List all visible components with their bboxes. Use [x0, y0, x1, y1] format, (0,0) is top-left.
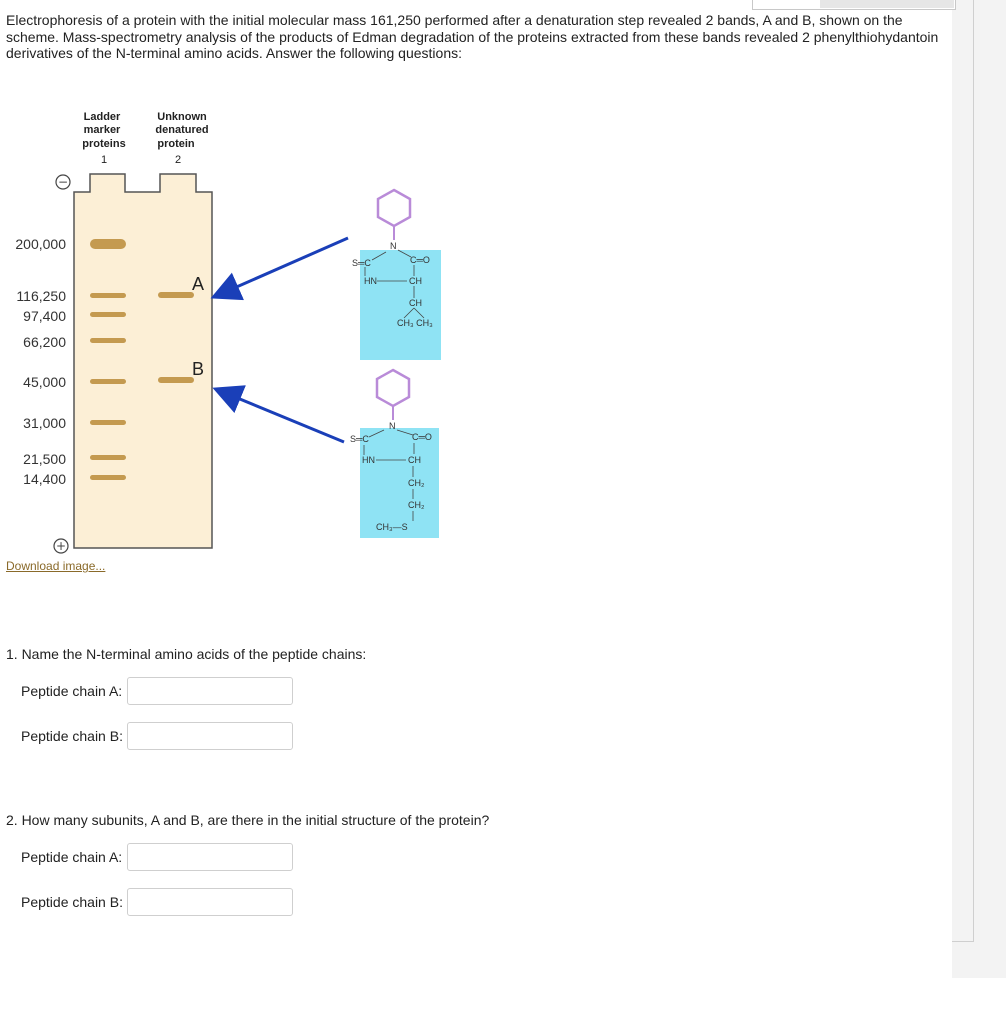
svg-text:−: − [57, 175, 69, 189]
right-divider [973, 0, 974, 942]
electrophoresis-figure [0, 100, 460, 560]
svg-text:CH: CH [408, 455, 421, 465]
svg-text:HN: HN [362, 455, 375, 465]
lane1-header-line1: Ladder [83, 111, 121, 123]
structure-a-benzene-ring [378, 190, 410, 226]
question-2-text: 2. How many subunits, A and B, are there in the initial structure of the protein? [6, 812, 490, 828]
lane1-number: 1 [100, 154, 108, 166]
q1-chain-b-input[interactable] [127, 722, 293, 750]
ladder-band-45000 [90, 379, 126, 384]
svg-text:CH₃ CH₃: CH₃ CH₃ [397, 318, 433, 328]
svg-text:S═C: S═C [350, 434, 369, 444]
q2-chain-a-label: Peptide chain A: [21, 849, 123, 865]
band-a-label: A [191, 274, 205, 294]
ladder-band-66200 [90, 338, 126, 343]
band-a [158, 292, 194, 298]
svg-text:HN: HN [364, 276, 377, 286]
lane2-number: 2 [174, 154, 182, 166]
svg-text:N: N [390, 241, 397, 251]
band-b-label: B [191, 359, 205, 379]
right-divider-foot [952, 941, 974, 942]
ladder-band-21500 [90, 455, 126, 460]
svg-text:CH₂: CH₂ [408, 478, 425, 488]
ladder-band-31000 [90, 420, 126, 425]
marker-label-200000: 200,000 [15, 236, 66, 252]
q2-chain-b-input[interactable] [127, 888, 293, 916]
marker-label-45000: 45,000 [23, 374, 66, 390]
structure-b-benzene-ring [377, 370, 409, 406]
ladder-band-14400 [90, 475, 126, 480]
download-image-link[interactable]: Download image... [6, 559, 106, 573]
svg-text:C═O: C═O [412, 432, 432, 442]
question-1-text: 1. Name the N-terminal amino acids of the peptide chains: [6, 646, 367, 662]
right-scroll-gutter [952, 0, 1006, 978]
lane1-header-line3: proteins [82, 138, 126, 150]
problem-intro: Electrophoresis of a protein with the initial molecular mass 161,250 performed after a denaturation step revealed 2 bands, A and B, shown on the scheme. Mass-spectrometry analysis of the products of Edman degradation of the proteins extracted from these bands revealed 2 phenylthiohydantoin derivatives of the N-terminal amino acids. Answer the following questions: [6, 12, 939, 61]
q1-chain-a-label: Peptide chain A: [21, 683, 123, 699]
marker-label-97400: 97,400 [23, 308, 66, 324]
marker-label-116250: 116,250 [16, 288, 66, 304]
marker-label-31000: 31,000 [23, 415, 66, 431]
svg-text:S═C: S═C [352, 258, 371, 268]
arrow-to-band-b [218, 390, 344, 442]
marker-label-66200: 66,200 [23, 334, 66, 350]
svg-text:C═O: C═O [410, 255, 430, 265]
lane2-header-line2: denatured [155, 124, 209, 136]
svg-text:CH₂: CH₂ [408, 500, 425, 510]
svg-text:N: N [389, 421, 396, 431]
ladder-band-97400 [90, 312, 126, 317]
lane1-header-line2: marker [83, 124, 121, 136]
top-toolbar-fill [820, 0, 954, 8]
figure-svg [0, 100, 460, 560]
lane2-header-line1: Unknown [157, 111, 207, 123]
marker-label-21500: 21,500 [23, 451, 66, 467]
q2-chain-b-label: Peptide chain B: [21, 894, 123, 910]
ladder-band-116250 [90, 293, 126, 298]
q1-chain-a-input[interactable] [127, 677, 293, 705]
svg-text:CH₃—S: CH₃—S [376, 522, 408, 532]
pth-valine-box [360, 250, 441, 360]
svg-text:CH: CH [409, 276, 422, 286]
q2-chain-a-input[interactable] [127, 843, 293, 871]
lane2-header-line3: protein [157, 138, 195, 150]
band-b [158, 377, 194, 383]
marker-label-14400: 14,400 [23, 471, 66, 487]
svg-text:+: + [55, 539, 67, 553]
q1-chain-b-label: Peptide chain B: [21, 728, 123, 744]
ladder-band-200000 [90, 239, 126, 249]
arrow-to-band-a [216, 238, 348, 296]
svg-text:CH: CH [409, 298, 422, 308]
